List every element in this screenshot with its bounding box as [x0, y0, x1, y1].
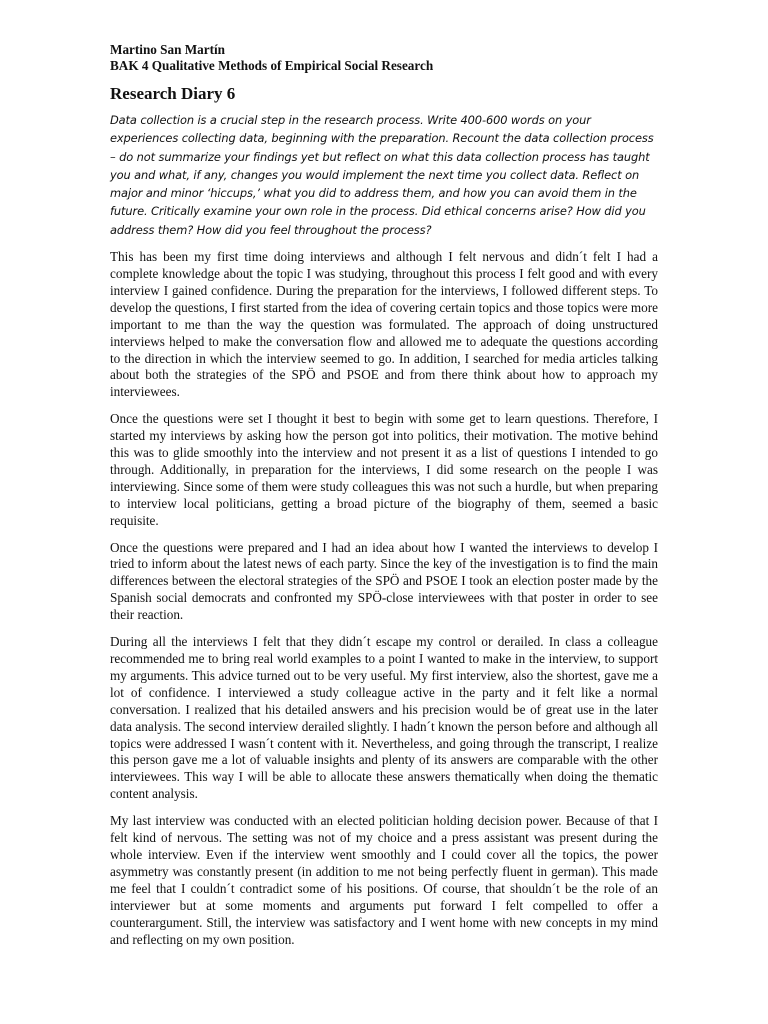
body-paragraph-1: This has been my first time doing interviews and although I felt nervous and didn´t felt I had a complete knowledge about the topic I was studying, throughout this process I felt good and with every interview I gained confidence. During the preparation for the interviews, I followed different steps. To develop the questions, I first started from the idea of covering certain topics and those topics were more important to me than the way the question was formulated. The approach of doing unstructured interviews helped to make the conversation flow and allowed me to adequate the questions according to the direction in which the interview seemed to go. In addition, I searched for media articles talking about both the strategies of the SPÖ and PSOE and from there think about how to approach my interviewees. [110, 249, 658, 400]
document-page [110, 42, 658, 958]
body-paragraph-3: Once the questions were prepared and I had an idea about how I wanted the interviews to develop I tried to inform about the latest news of each party. Since the key of the investigation is to find the main differences between the electoral strategies of the SPÖ and PSOE I took an election poster made by the Spanish social democrats and confronted my SPÖ-close interviewees with that poster in order to see their reaction. [110, 539, 658, 623]
assignment-prompt: Data collection is a crucial step in the research process. Write 400-600 words on your experiences collecting data, beginning with the preparation. Recount the data collection process – do not summarize your findings yet but reflect on what this data collection process has taught you and what, if any, changes you would implement the next time you collect data. Reflect on major and minor ‘hiccups,’ what you did to address them, and how you can avoid them in the future. Critically examine your own role in the process. Did ethical concerns arise? How did you address them? How did you feel throughout the process? [110, 113, 654, 237]
body-paragraph-5: My last interview was conducted with an elected politician holding decision power. Because of that I felt kind of nervous. The setting was not of my choice and a press assistant was present during the whole interview. Even if the interview went smoothly and I could cover all the topics, the power asymmetry was constantly present (in addition to me not being perfectly fluent in german). This made me feel that I couldn´t contradict some of his positions. Of course, that shouldn´t be the role of an interviewer but at some moments and arguments put forward I felt compelled to offer a counterargument. Still, the interview was satisfactory and I went home with new concepts in my mind and reflecting on my own position. [110, 813, 658, 947]
page-title: Research Diary 6 [110, 84, 236, 103]
author-name: Martino San Martín [110, 42, 226, 57]
course-title: BAK 4 Qualitative Methods of Empirical Social Research [110, 57, 434, 73]
body-paragraph-4: During all the interviews I felt that they didn´t escape my control or derailed. In class a colleague recommended me to bring real world examples to a point I wanted to make in the interview, to support my arguments. This advice turned out to be very useful. My first interview, also the shortest, gave me a lot of confidence. I interviewed a study colleague active in the party and it felt like a normal conversation. I realized that his detailed answers and his precision would be of great use in the later data analysis. The second interview derailed slightly. I hadn´t known the person before and although all topics were addressed I wasn´t content with it. Nevertheless, and going through the transcript, I realize this person gave me a lot of valuable insights and plenty of its answers are comparable with the other interviewees. This way I will be able to allocate these answers thematically when doing the thematic content analysis. [110, 634, 658, 802]
body-paragraph-2: Once the questions were set I thought it best to begin with some get to learn questions. Therefore, I started my interviews by asking how the person got into politics, their motivation. The motive behind this was to glide smoothly into the interview and not present it as a list of questions I intended to go through. Additionally, in preparation for the interviews, I did some research on the people I was interviewing. Since some of them were study colleagues this was not such a hurdle, but when preparing to interview local politicians, getting a broad picture of the biography of them, seemed a basic requisite. [110, 411, 658, 528]
